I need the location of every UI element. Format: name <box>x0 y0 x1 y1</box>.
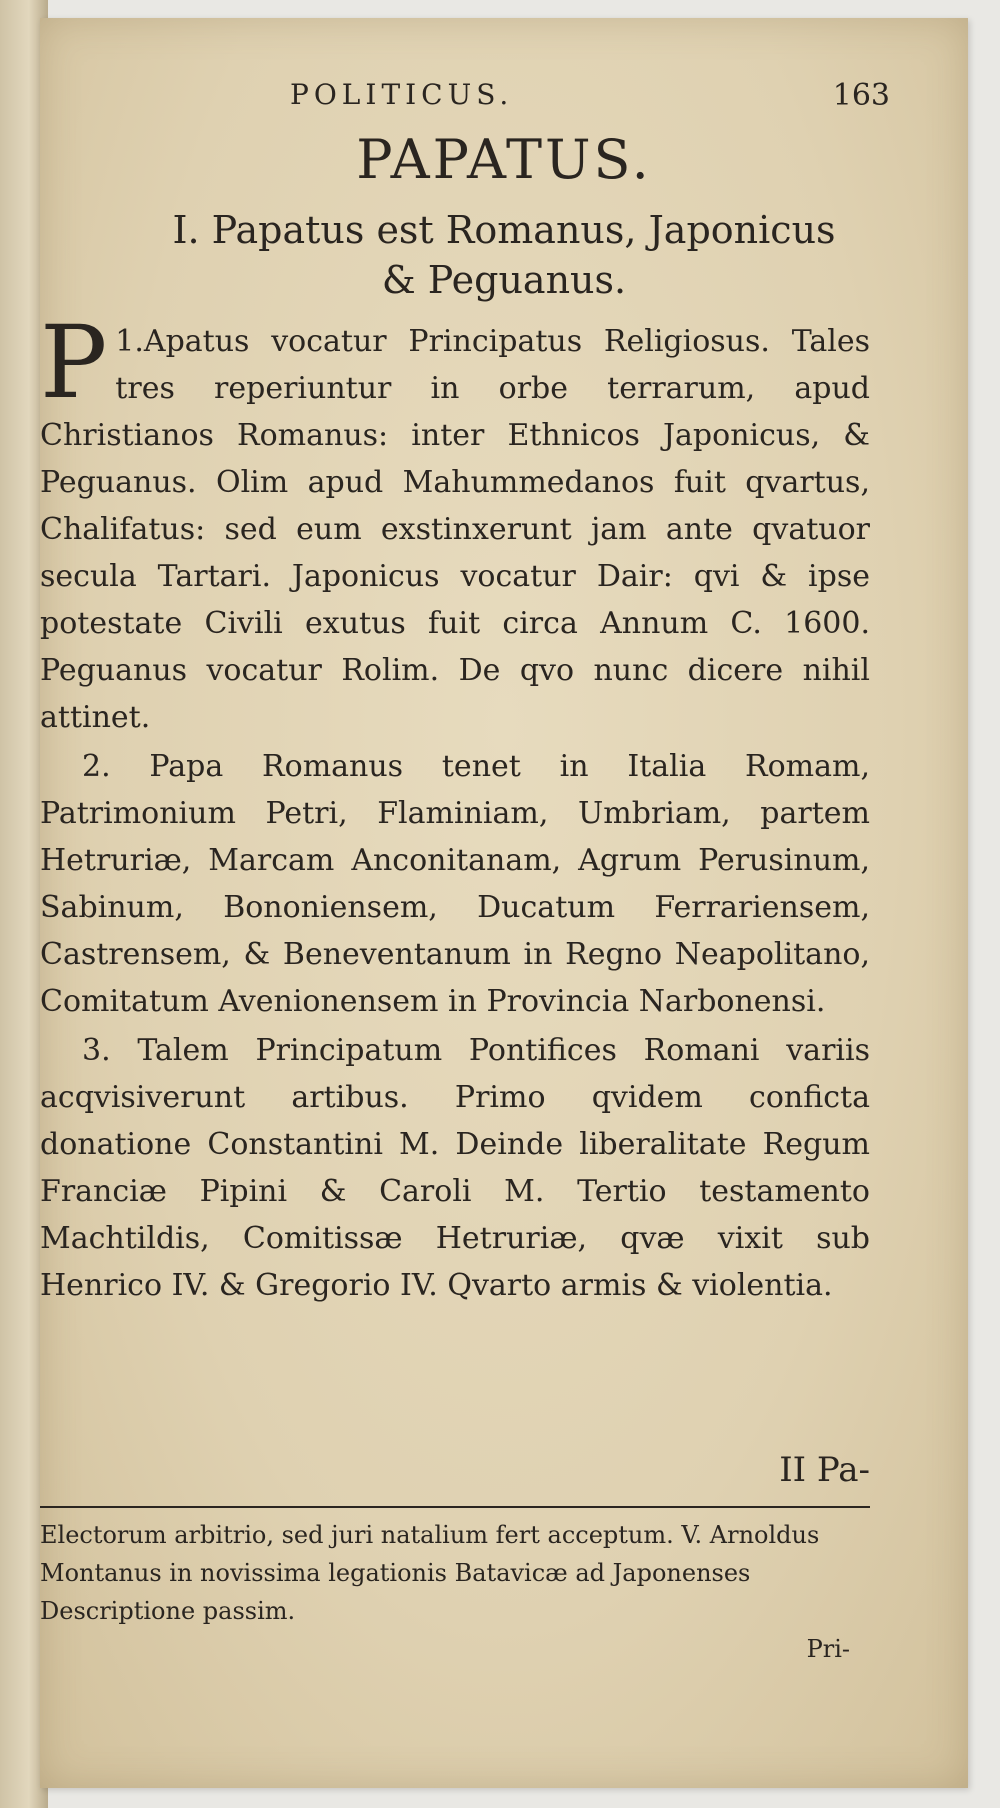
paragraph-text: Apatus vocatur Principatus Religiosus. Tales tres reperiuntur in orbe terrarum, apud Christianos Romanus: inter Ethnicos Japonicus, & Peguanus. Olim apud Mahummedanos fuit qvartus, Chalifatus: sed eum exstinxerunt jam ante qvatuor secula Tartari. Japonicus vocatur Dair: qvi & ipse potestate Civili exutus fuit circa Annum C. 1600. Peguanus vocatur Rolim. De qvo nunc dicere nihil attinet. <box>40 324 870 735</box>
paragraph-2: 2. Papa Romanus tenet in Italia Romam, Patrimonium Petri, Flaminiam, Umbriam, partem Hetruriæ, Marcam Anconitanam, Agrum Perusinum, Sabinum, Bononiensem, Ducatum Ferrariensem, Castrensem, & Beneventanum in Regno Neapolitano, Comitatum Avenionensem in Provincia Narbonensi. <box>40 749 870 1019</box>
page-number: 163 <box>832 78 890 113</box>
paragraph-1 <box>40 304 870 741</box>
body-text <box>40 304 870 1311</box>
footnote-rule <box>40 1506 870 1508</box>
footnote <box>40 1516 860 1668</box>
footnote-text: Electorum arbitrio, sed juri natalium fert acceptum. V. Arnoldus Montanus in novissima legationis Batavicæ ad Japonenses Descriptione passim. <box>40 1521 820 1625</box>
drop-cap: P <box>40 304 108 421</box>
footnote-catchword: Pri- <box>806 1635 850 1663</box>
book-page <box>40 18 968 1788</box>
rubric-line-1: I. Papatus est Romanus, Japonicus <box>172 208 836 252</box>
running-head-text: POLITICUS. <box>290 78 514 111</box>
paragraph-number: 1. <box>115 324 144 359</box>
rubric-line-2: & Peguanus. <box>381 258 627 302</box>
catchword: II Pa- <box>779 1450 870 1490</box>
running-head <box>290 78 890 111</box>
paragraph-3: 3. Talem Principatum Pontifices Romani variis acqvisiverunt artibus. Primo qvidem conficta donatione Constantini M. Deinde liberalitate Regum Franciæ Pipini & Caroli M. Tertio testamento Machtildis, Comitissæ Hetruriæ, qvæ vixit sub Henrico IV. & Gregorio IV. Qvarto armis & violentia. <box>40 1033 870 1303</box>
chapter-title: PAPATUS. <box>356 128 652 191</box>
